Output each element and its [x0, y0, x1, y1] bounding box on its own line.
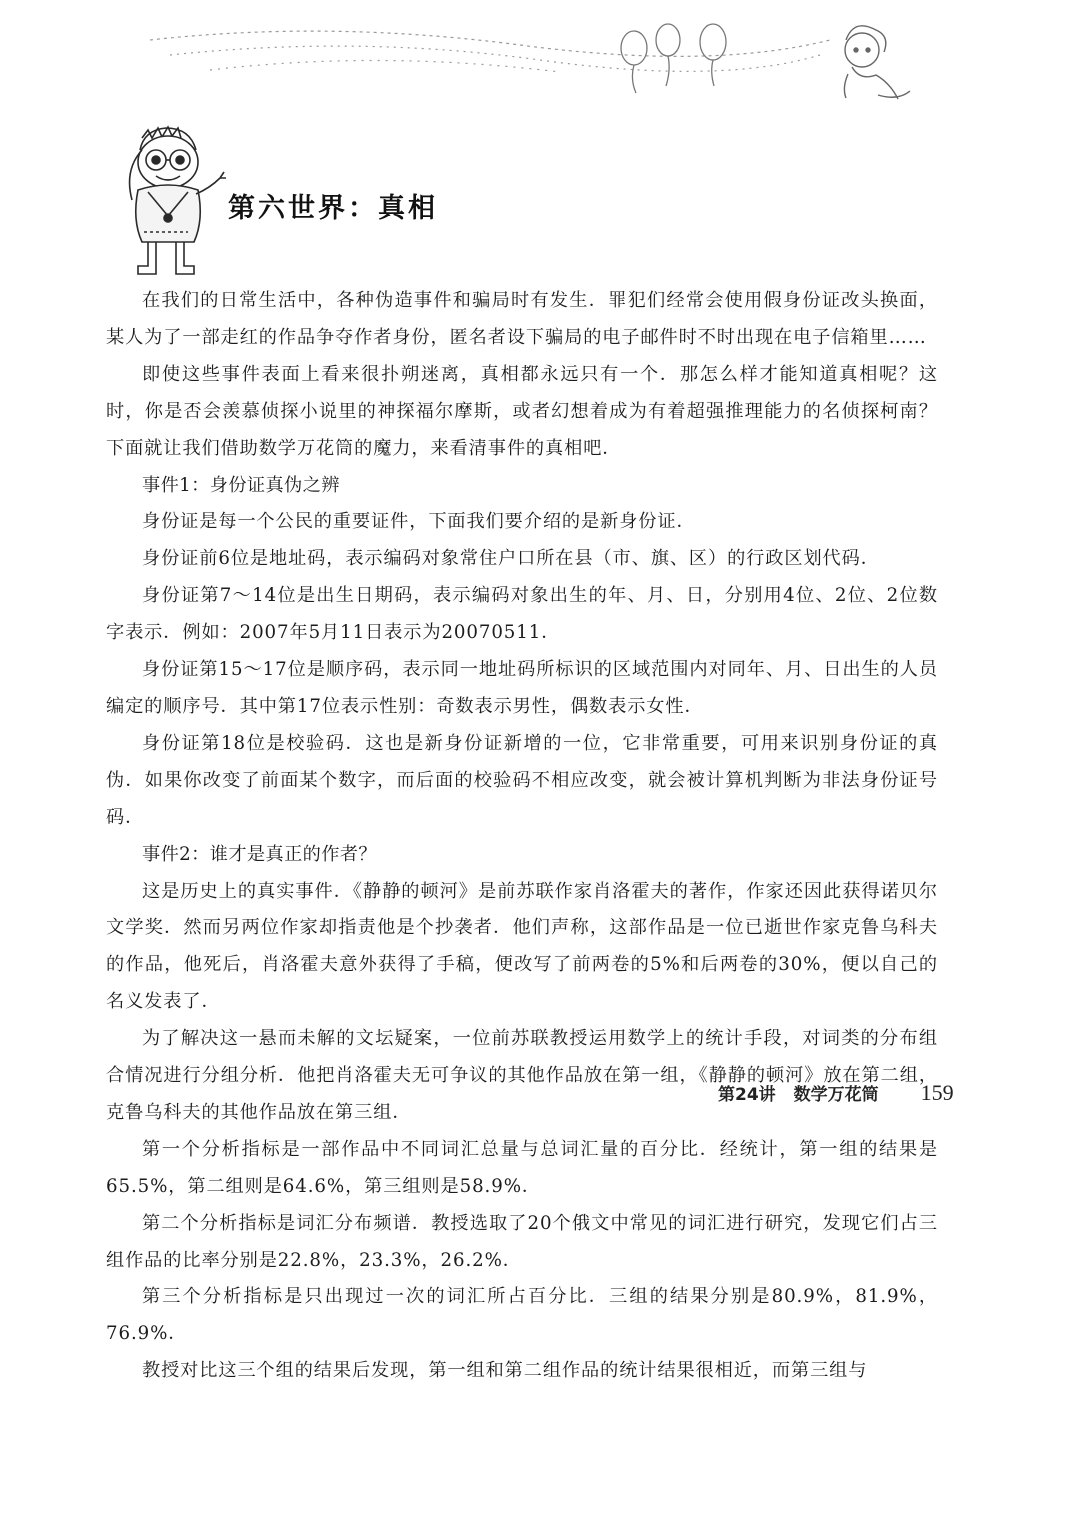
footer-lecture: 第24讲: [718, 1085, 776, 1105]
footer-subject: 数学万花筒: [793, 1085, 879, 1105]
paragraph: 即使这些事件表面上看来很扑朔迷离，真相都永远只有一个．那怎么样才能知道真相呢？这时，你是否会羡慕侦探小说里的神探福尔摩斯，或者幻想着成为有着超强推理能力的名侦探柯南？下面就让我们借助数学万花筒的魔力，来看清事件的真相吧．: [106, 363, 938, 459]
balloon-icon: [700, 24, 726, 86]
balloon-icon: [621, 31, 647, 93]
paragraph: 第一个分析指标是一部作品中不同词汇总量与总词汇量的百分比．经统计，第一组的结果是65.5%，第二组则是64.6%，第三组则是58.9%．: [106, 1138, 938, 1197]
paragraph: 为了解决这一悬而未解的文坛疑案，一位前苏联教授运用数学上的统计手段，对词类的分布组合情况进行分组分析．他把肖洛霍夫无可争议的其他作品放在第一组，《静静的顿河》放在第二组，克鲁乌科夫的其他作品放在第三组．: [106, 1028, 938, 1123]
paragraph: 身份证第7～14位是出生日期码，表示编码对象出生的年、月、日，分别用4位、2位、2位数字表示．例如：2007年5月11日表示为20070511．: [106, 585, 938, 644]
page-footer: [718, 1080, 954, 1106]
event-2-heading: 事件2：谁才是真正的作者？: [142, 843, 378, 865]
paragraph: 身份证第15～17位是顺序码，表示同一地址码所标识的区域范围内对同年、月、日出生的人员编定的顺序号．其中第17位表示性别：奇数表示男性，偶数表示女性．: [106, 659, 938, 717]
cartoon-girl-icon: [844, 26, 910, 99]
paragraph: 身份证前6位是地址码，表示编码对象常住户口所在县（市、旗、区）的行政区划代码．: [142, 548, 880, 570]
top-decoration-illustration: [0, 0, 1080, 130]
paragraph: 第二个分析指标是词汇分布频谱．教授选取了20个俄文中常见的词汇进行研究，发现它们占三组作品的比率分别是22.8%，23.3%，26.2%．: [106, 1212, 938, 1271]
event-1-heading: 事件1：身份证真伪之辨: [142, 474, 340, 496]
paragraph: 身份证是每一个公民的重要证件，下面我们要介绍的是新身份证．: [142, 511, 696, 533]
section-title: 第六世界：真相: [228, 193, 438, 224]
balloon-icon: [656, 24, 680, 86]
body-text: [106, 283, 938, 1390]
paragraph: 身份证第18位是校验码．这也是新身份证新增的一位，它非常重要，可用来识别身份证的真伪．如果你改变了前面某个数字，而后面的校验码不相应改变，就会被计算机判断为非法身份证号码．: [106, 732, 938, 828]
page-number: 159: [920, 1080, 954, 1105]
cartoon-boy-mascot-icon: [118, 120, 226, 282]
paragraph: 这是历史上的真实事件．《静静的顿河》是前苏联作家肖洛霍夫的著作，作家还因此获得诺贝尔文学奖．然而另两位作家却指责他是个抄袭者．他们声称，这部作品是一位已逝世作家克鲁乌科夫的作品，他死后，肖洛霍夫意外获得了手稿，便改写了前两卷的5%和后两卷的30%，便以自己的名义发表了．: [106, 880, 938, 1013]
paragraph: 教授对比这三个组的结果后发现，第一组和第二组作品的统计结果很相近，而第三组与: [142, 1360, 868, 1382]
paragraph: 第三个分析指标是只出现过一次的词汇所占百分比．三组的结果分别是80.9%，81.9%，76.9%．: [106, 1286, 938, 1345]
paragraph: 在我们的日常生活中，各种伪造事件和骗局时有发生．罪犯们经常会使用假身份证改头换面，某人为了一部走红的作品争夺作者身份，匿名者设下骗局的电子邮件时不时出现在电子信箱里……: [106, 290, 938, 348]
